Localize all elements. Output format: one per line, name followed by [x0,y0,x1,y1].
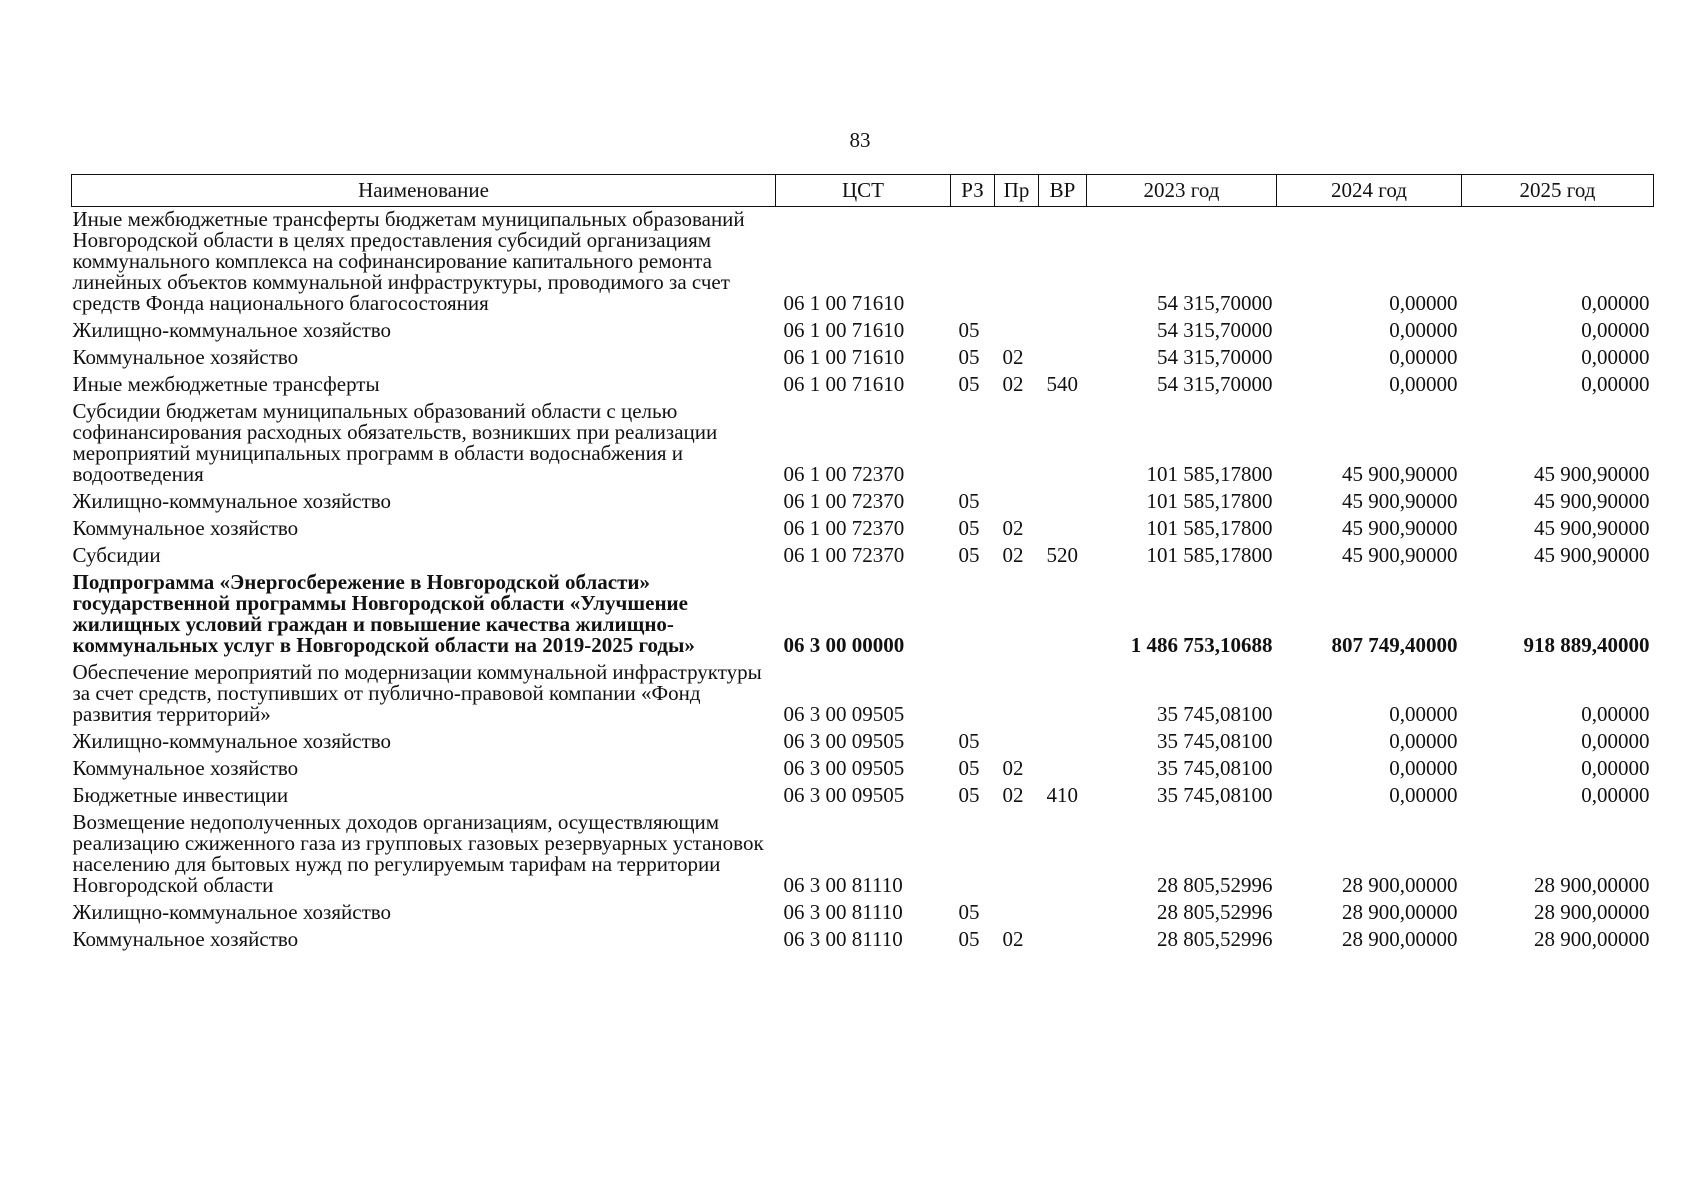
cell-cst: 06 3 00 09505 [783,783,905,807]
cell-vr [1039,570,1087,660]
cell-2025: 45 900,90000 [1534,489,1650,513]
cell-2025: 45 900,90000 [1534,462,1650,486]
table-row [72,729,1654,756]
table-header [72,175,1654,207]
cell-pr [995,660,1039,729]
cell-rz: 05 [958,318,980,342]
cell-2024: 45 900,90000 [1342,462,1458,486]
cell-vr [1039,900,1087,927]
column-header-pr: Пр [995,175,1039,207]
cell-cst: 06 3 00 09505 [783,756,905,780]
cell-vr [1039,729,1087,756]
cell-vr [1039,318,1087,345]
cell-2023: 35 745,08100 [1157,756,1273,780]
cell-rz [951,399,995,489]
cell-pr [995,900,1039,927]
cell-vr: 520 [1046,543,1078,567]
cell-2025: 45 900,90000 [1534,516,1650,540]
cell-2024: 0,00000 [1389,702,1458,726]
cell-2023: 54 315,70000 [1157,372,1273,396]
cell-pr: 02 [1002,345,1024,369]
cell-2024: 0,00000 [1389,783,1458,807]
cell-name: Жилищно-коммунальное хозяйство [72,729,392,753]
cell-2024: 28 900,00000 [1342,927,1458,951]
cell-cst: 06 3 00 81110 [783,900,903,924]
cell-2025: 918 889,40000 [1523,633,1650,657]
cell-2024: 0,00000 [1389,291,1458,315]
table-row [72,543,1654,570]
table-row [72,810,1654,900]
cell-name: Иные межбюджетные трансферты бюджетам муниципальных образований Новгородской области в целях предоставления субсидий организациям коммунального комплекса на софинансирование капитального ремонта линейных объектов коммунальной инфраструктуры, проводимого за счет средств Фонда национального благосостояния [72,207,745,315]
cell-2023: 101 585,17800 [1146,489,1273,513]
cell-rz: 05 [958,489,980,513]
cell-name: Иные межбюджетные трансферты [72,372,380,396]
cell-2023: 54 315,70000 [1157,318,1273,342]
cell-2025: 45 900,90000 [1534,543,1650,567]
cell-pr: 02 [1002,927,1024,951]
cell-2023: 101 585,17800 [1146,543,1273,567]
cell-name: Жилищно-коммунальное хозяйство [72,489,392,513]
cell-cst: 06 3 00 09505 [783,729,905,753]
table-row [72,489,1654,516]
cell-cst: 06 1 00 71610 [783,318,905,342]
cell-cst: 06 1 00 71610 [783,345,905,369]
cell-2023: 1 486 753,10688 [1130,633,1273,657]
cell-rz [951,810,995,900]
cell-pr [995,489,1039,516]
cell-pr [995,729,1039,756]
cell-rz: 05 [958,900,980,924]
cell-cst: 06 3 00 81110 [783,927,903,951]
cell-rz: 05 [958,729,980,753]
cell-vr [1039,660,1087,729]
cell-2025: 0,00000 [1581,372,1650,396]
cell-2023: 28 805,52996 [1157,927,1273,951]
cell-name: Коммунальное хозяйство [72,516,299,540]
cell-vr [1039,489,1087,516]
cell-rz [951,570,995,660]
cell-vr [1039,516,1087,543]
cell-cst: 06 1 00 71610 [783,372,905,396]
budget-table [71,174,1654,954]
table-row [72,399,1654,489]
table-row [72,756,1654,783]
cell-vr: 540 [1046,372,1078,396]
cell-cst: 06 1 00 71610 [783,291,905,315]
cell-name: Бюджетные инвестиции [72,783,289,807]
cell-pr [995,810,1039,900]
cell-2024: 0,00000 [1389,345,1458,369]
cell-vr [1039,927,1087,954]
cell-2024: 0,00000 [1389,756,1458,780]
cell-rz [951,660,995,729]
cell-pr: 02 [1002,372,1024,396]
cell-rz: 05 [958,345,980,369]
table-body [72,207,1654,955]
column-header-vr: ВР [1039,175,1087,207]
cell-vr [1039,399,1087,489]
cell-name: Коммунальное хозяйство [72,927,299,951]
cell-cst: 06 1 00 72370 [783,516,905,540]
cell-name: Обеспечение мероприятий по модернизации коммунальной инфраструктуры за счет средств, поступивших от публично-правовой компании «Фонд развития территорий» [72,660,762,726]
cell-2023: 35 745,08100 [1157,729,1273,753]
cell-rz: 05 [958,756,980,780]
cell-cst: 06 3 00 00000 [783,633,905,657]
cell-cst: 06 1 00 72370 [783,543,905,567]
cell-cst: 06 3 00 09505 [783,702,905,726]
column-header-cst: ЦСТ [776,175,951,207]
table-row [72,207,1654,319]
cell-cst: 06 3 00 81110 [783,873,903,897]
cell-rz: 05 [958,927,980,951]
cell-pr: 02 [1002,783,1024,807]
cell-2023: 101 585,17800 [1146,516,1273,540]
cell-pr [995,318,1039,345]
cell-2023: 54 315,70000 [1157,345,1273,369]
cell-name: Субсидии бюджетам муниципальных образований области с целью софинансирования расходных обязательств, возникших при реализации мероприятий муниципальных программ в области водоснабжения и водоотведения [72,399,718,486]
cell-2024: 45 900,90000 [1342,516,1458,540]
cell-pr [995,207,1039,319]
cell-2025: 0,00000 [1581,702,1650,726]
cell-2024: 28 900,00000 [1342,873,1458,897]
cell-pr: 02 [1002,516,1024,540]
cell-2025: 0,00000 [1581,291,1650,315]
column-header-2023: 2023 год [1087,175,1277,207]
cell-pr [995,399,1039,489]
cell-pr: 02 [1002,543,1024,567]
cell-2025: 28 900,00000 [1534,900,1650,924]
table-row [72,570,1654,660]
cell-2025: 0,00000 [1581,729,1650,753]
cell-vr [1039,345,1087,372]
cell-name: Жилищно-коммунальное хозяйство [72,900,392,924]
cell-2024: 45 900,90000 [1342,543,1458,567]
cell-2024: 0,00000 [1389,318,1458,342]
cell-2025: 0,00000 [1581,318,1650,342]
cell-2023: 101 585,17800 [1146,462,1273,486]
column-header-2024: 2024 год [1277,175,1462,207]
column-header-name: Наименование [72,175,776,207]
cell-name: Коммунальное хозяйство [72,345,299,369]
table-row [72,927,1654,954]
cell-rz: 05 [958,783,980,807]
cell-vr [1039,207,1087,319]
page-number: 83 [849,128,871,152]
cell-2025: 28 900,00000 [1534,873,1650,897]
cell-2025: 0,00000 [1581,345,1650,369]
table-row [72,372,1654,399]
cell-name: Коммунальное хозяйство [72,756,299,780]
cell-2025: 0,00000 [1581,783,1650,807]
table-row [72,345,1654,372]
cell-vr: 410 [1046,783,1078,807]
cell-name: Подпрограмма «Энергосбережение в Новгородской области» государственной программы Новгородской области «Улучшение жилищных условий граждан и повышение качества жилищно-коммунальных услуг в Новгородской области на 2019-2025 годы» [72,570,695,657]
cell-2024: 807 749,40000 [1331,633,1458,657]
cell-name: Жилищно-коммунальное хозяйство [72,318,392,342]
table-row [72,660,1654,729]
cell-vr [1039,810,1087,900]
cell-2024: 28 900,00000 [1342,900,1458,924]
cell-name: Субсидии [72,543,161,567]
cell-pr [995,570,1039,660]
cell-cst: 06 1 00 72370 [783,489,905,513]
cell-rz: 05 [958,516,980,540]
table-row [72,516,1654,543]
cell-2023: 28 805,52996 [1157,873,1273,897]
cell-2023: 28 805,52996 [1157,900,1273,924]
table-row [72,318,1654,345]
cell-2025: 0,00000 [1581,756,1650,780]
cell-2024: 45 900,90000 [1342,489,1458,513]
cell-cst: 06 1 00 72370 [783,462,905,486]
table-row [72,900,1654,927]
cell-2024: 0,00000 [1389,372,1458,396]
cell-name: Возмещение недополученных доходов организациям, осуществляющим реализацию сжиженного газа из групповых газовых резервуарных установок населению для бытовых нужд по регулируемым тарифам на территории Новгородской области [72,810,764,897]
cell-2024: 0,00000 [1389,729,1458,753]
column-header-2025: 2025 год [1462,175,1654,207]
column-header-rz: РЗ [951,175,995,207]
cell-2025: 28 900,00000 [1534,927,1650,951]
cell-vr [1039,756,1087,783]
cell-2023: 35 745,08100 [1157,702,1273,726]
cell-2023: 35 745,08100 [1157,783,1273,807]
cell-rz: 05 [958,543,980,567]
cell-rz: 05 [958,372,980,396]
cell-2023: 54 315,70000 [1157,291,1273,315]
cell-rz [951,207,995,319]
cell-pr: 02 [1002,756,1024,780]
table-row [72,783,1654,810]
